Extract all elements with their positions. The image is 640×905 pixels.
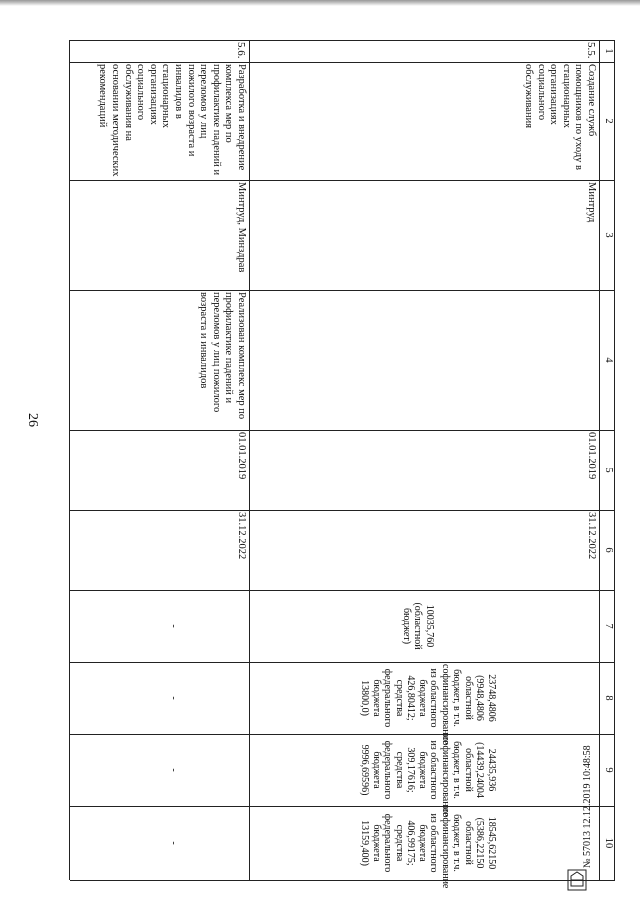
header-col-10: 10 [603, 837, 614, 849]
header-col-2: 2 [603, 118, 614, 124]
header-col-7: 7 [603, 623, 614, 629]
row-number: 5.5. [585, 42, 597, 59]
scan-edge [0, 0, 640, 6]
end-date: 31.12.2022 [586, 512, 597, 560]
header-col-3: 3 [603, 232, 614, 238]
row-number: 5.6. [235, 42, 247, 59]
header-col-1: 1 [603, 48, 614, 54]
funding-detail: (9948,4806 областной бюджет, в т.ч. софинансирование из областного бюджета 426,80412; средства федерального бюджета 13800,0) [359, 664, 486, 745]
header-col-8: 8 [603, 695, 614, 701]
expected-result: Реализован комплекс мер по профилактике падений и переломов у лиц пожилого возраста и инвалидов [198, 292, 247, 420]
funding-detail: (5386,22150 областной бюджет, в т.ч. софинансирование из областного бюджета 406,99175; средства федерального бюджета 13159,400) [359, 808, 486, 889]
funding-2021 [359, 736, 497, 817]
funding-detail: (областной бюджет) [401, 602, 424, 650]
funding-2019 [401, 592, 436, 660]
funding-2021: - [168, 768, 179, 772]
header-col-6: 6 [603, 547, 614, 553]
funding-total: 18545,62150 [486, 816, 497, 870]
header-col-5: 5 [603, 467, 614, 473]
funding-total: 23748,4806 [486, 674, 497, 722]
funding-detail: (14439,24004 областной бюджет, в т.ч. софинансирование из областного бюджета 309,17616; средства федерального бюджета 9996,69596) [359, 736, 486, 817]
activity-name: Разработка и внедрение комплекса мер по профилактике падений и переломов у лиц пожилого возраста и инвалидов в стационарных организациях социального обслуживания на основании методических рекомендаций [97, 64, 247, 177]
activity-name: Создание служб помощников по уходу в стационарных организациях социального обслуживания [523, 64, 597, 171]
header-col-9: 9 [603, 767, 614, 773]
funding-total: 10035,760 [424, 604, 435, 648]
page-number: 26 [25, 413, 40, 427]
end-date: 31.12.2022 [236, 512, 247, 560]
funding-total: 24435,936 [486, 748, 497, 792]
registration-stamp [558, 718, 598, 898]
funding-2019: - [168, 624, 179, 628]
document-table-rotated [70, 40, 615, 889]
funding-2022: - [168, 841, 179, 845]
start-date: 01.01.2019 [236, 432, 247, 480]
executor: Минтруд [586, 182, 597, 223]
header-col-4: 4 [603, 357, 614, 363]
funding-2022 [359, 808, 497, 889]
funding-2020: - [168, 696, 179, 700]
emblem-icon [566, 868, 588, 892]
start-date: 01.01.2019 [586, 432, 597, 480]
program-table [70, 40, 615, 889]
funding-2020 [359, 664, 497, 745]
stamp-number: № 57013 12.12.2019 10:48:58 [582, 745, 593, 868]
executor: Минтруд, Минздрав [236, 182, 247, 273]
